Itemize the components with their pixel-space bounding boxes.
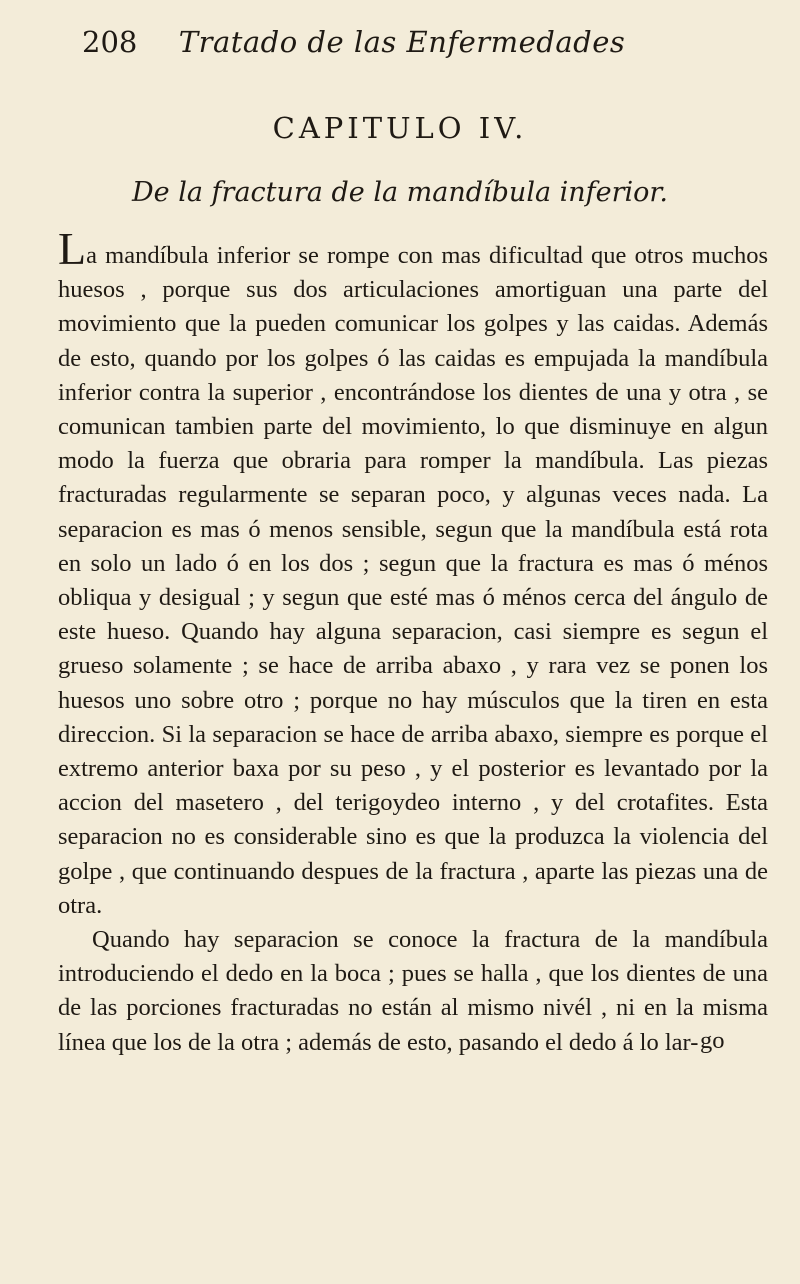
body-text bbox=[58, 223, 768, 1060]
page-number: 208 bbox=[82, 25, 138, 59]
catchword: go bbox=[700, 1027, 725, 1054]
chapter-title: CAPITULO IV. bbox=[272, 111, 528, 145]
paragraph-2: Quando hay separacion se conoce la fractura de la mandíbula introduciendo el dedo en la boca ; pues se halla , que los dientes de una de las porciones fracturadas no están al mismo nivél , ni en la misma línea que los de la otra ; además de esto, pasando el dedo á lo lar- bbox=[58, 926, 768, 1056]
running-title: Tratado de las Enfermedades bbox=[178, 25, 626, 59]
running-header bbox=[82, 22, 722, 62]
chapter-subtitle: De la fractura de la mandíbula inferior. bbox=[132, 177, 668, 208]
paragraph-1 bbox=[58, 223, 768, 923]
initial-letter: L bbox=[58, 223, 87, 274]
paragraph-1-text: a mandíbula inferior se rompe con mas dificultad que otros muchos huesos , porque sus dos articulaciones amortiguan una parte del movimiento que la pueden comunicar los golpes y las caidas. Además de esto, quando por los golpes ó las caidas es empujada la mandíbula inferior contra la superior , encontrándose los dientes de una y otra , se comunican tambien parte del movimiento, lo que disminuye en algun modo la fuerza que obraria para romper la mandíbula. Las piezas fracturadas regularmente se separan poco, y algunas veces nada. La separacion es mas ó menos sensible, segun que la mandíbula está rota en solo un lado ó en los dos ; segun que la fractura es mas ó ménos obliqua y desigual ; y segun que esté mas ó ménos cerca del ángulo de este hueso. Quando hay alguna separacion, casi siempre es segun el grueso solamente ; se hace de arriba abaxo , y rara vez se ponen los huesos uno sobre otro ; porque no hay músculos que la tiren en esta direccion. Si la separacion se hace de arriba abaxo, siempre es porque el extremo anterior baxa por su peso , y el posterior es levantado por la accion del masetero , del terigoydeo interno , y del crotafites. Esta separacion no es considerable sino es que la produzca la violencia del golpe , que continuando despues de la fractura , aparte las piezas una de otra. bbox=[58, 242, 768, 919]
